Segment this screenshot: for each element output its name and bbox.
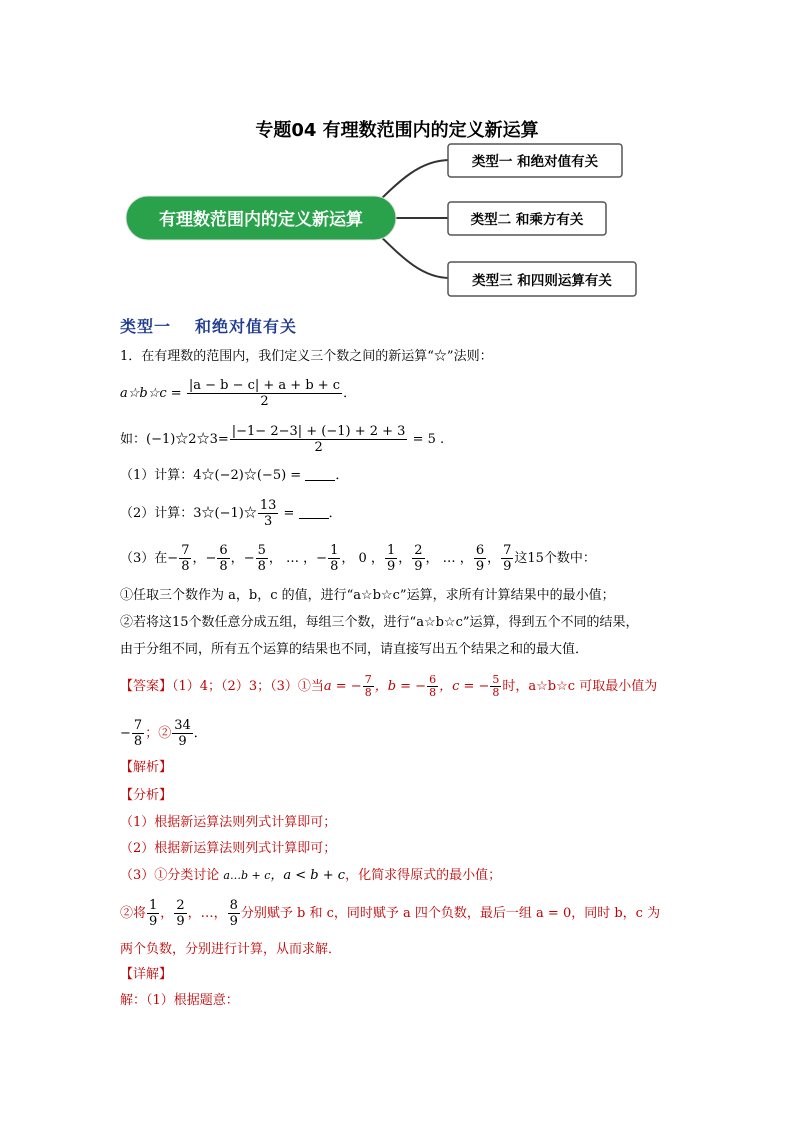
number-list-item: − $\frac{7}{8}$ — [167, 543, 190, 574]
answer-b-num: 6 — [429, 673, 437, 686]
mindmap-branch-1-label: 类型一 和绝对值有关 — [471, 154, 599, 170]
answer-end: ． — [193, 726, 207, 741]
detail-line-1: 解：（1）根据题意： — [120, 993, 239, 1008]
analysis-f2-den: 9 — [176, 914, 185, 929]
analysis-step-5: 两个负数，分别进行计算，从而求解． — [120, 942, 342, 957]
question-2-denominator: 3 — [263, 514, 273, 529]
example-line — [120, 424, 444, 455]
number-list-item: − $\frac{6}{8}$ — [205, 543, 228, 574]
analysis-step-4-prefix: ②将 — [120, 906, 147, 921]
answer-blank-2[interactable] — [299, 518, 329, 519]
question-2-text: （2）计算：3☆(−1)☆ — [120, 506, 257, 521]
number-list-item: … — [281, 551, 304, 566]
mindmap-branch-2-label: 类型二 和乘方有关 — [470, 212, 584, 228]
answer-line-1 — [120, 674, 657, 699]
answer-c-den: 8 — [492, 686, 500, 699]
number-list-item: $\frac{1}{9}$ — [386, 543, 396, 574]
analysis-step-3-prefix: （3）①分类讨论 — [120, 868, 224, 883]
number-list-item: $\frac{2}{9}$ — [414, 543, 423, 574]
answer-part-1: （1）4；（2）3；（3）①当 — [172, 679, 324, 694]
section-heading-topic: 和绝对值有关 — [195, 317, 298, 336]
mindmap-center-label: 有理数范围内的定义新运算 — [159, 210, 363, 230]
answer-max-num: 34 — [174, 718, 191, 733]
question-2-numerator: 13 — [259, 498, 277, 513]
problem-intro: 1．在有理数的范围内，我们定义三个数之间的新运算“☆”法则： — [120, 349, 493, 364]
number-list-item: − $\frac{5}{8}$ — [243, 543, 266, 574]
definition-lhs: a☆b☆c = — [120, 386, 186, 401]
number-list-item: … — [438, 551, 460, 566]
example-numerator: |−1− 2−3| + (−1) + 2 + 3 — [231, 424, 406, 439]
answer-min-num: 7 — [133, 718, 143, 733]
question-3-sub-2-line-1: ②若将这15个数任意分成五组，每组三个数，进行“a☆b☆c”运算，得到五个不同的结果， — [120, 615, 639, 630]
question-3-sub-1: ①任取三个数作为 a，b，c 的值，进行“a☆b☆c”运算，求所有计算结果中的最小值； — [120, 588, 615, 603]
answer-a-eq: a = − — [323, 679, 362, 694]
question-1-text: （1）计算：4☆(−2)☆(−5) = — [120, 468, 306, 483]
question-3-prefix: （3）在 — [120, 551, 168, 566]
question-3 — [120, 543, 596, 574]
answer-part-2: 时，a☆b☆c 可取最小值为 — [502, 679, 658, 694]
question-2-fraction — [258, 498, 279, 529]
question-3-number-list: − $\frac{7}{8}$ ，− $\frac{6}{8}$ ，− $\frac{5}{8}$ ， … ，− $\frac{1}{8}$ ， 0 ， $\frac{1}{9}$ ， $\frac{2}{9}$ ， … ， $\frac{6}{9}$ ， $\frac{7}{9}$ — [167, 551, 514, 566]
definition-numerator: |a − b − c| + a + b + c — [188, 378, 341, 393]
analysis-step-1: （1）根据新运算法则列式计算即可； — [120, 815, 337, 830]
analysis-step-4: ②将 $\frac{1}{9}$ ， $\frac{2}{9}$ ，…， $\frac{8}{9}$ 分别赋予 b 和 c，同时赋予 a 四个负数，最后一组 a = 0，同时 b，c 为 — [120, 898, 661, 929]
answer-a-den: 8 — [364, 686, 372, 699]
analysis-label: 【解析】 — [120, 760, 173, 775]
detail-label: 【详解】 — [120, 967, 173, 982]
analysis-step-4-suffix: 分别赋予 b 和 c，同时赋予 a 四个负数，最后一组 a = 0，同时 b，c 为 — [240, 906, 661, 921]
question-2: （2）计算：3☆(−1)☆ $\frac{13}{3}$ = ． — [120, 498, 342, 529]
number-list-item: $\frac{7}{9}$ — [503, 543, 512, 574]
definition-fraction — [187, 378, 342, 409]
definition-denominator: 2 — [260, 394, 269, 409]
section-heading-label: 类型一 — [120, 317, 172, 336]
answer-min-den: 8 — [133, 734, 143, 749]
example-result: = 5 . — [408, 432, 445, 447]
analysis-cond-1: a…b + c — [223, 869, 271, 882]
answer-c-eq: ，c = − — [439, 679, 490, 694]
section-heading — [120, 314, 297, 337]
analysis-cond-2: ，a < b + c — [270, 868, 346, 883]
page-title: 专题04 有理数范围内的定义新运算 — [255, 120, 539, 141]
answer-c-num: 5 — [492, 673, 500, 686]
analysis-f1-num: 1 — [149, 898, 158, 913]
analysis-f2-num: 2 — [176, 898, 185, 913]
definition-line: a☆b☆c = $\frac{|a - b - c| + a + b + c}{2}$ ． — [120, 378, 357, 409]
number-list-item: 0 — [354, 551, 371, 566]
analysis-dots: ，…， — [187, 906, 227, 921]
example-prefix: 如：(−1)☆2☆3= — [120, 432, 229, 447]
answer-part-3: ；② — [145, 726, 172, 741]
question-3-suffix: 这15个数中： — [514, 551, 596, 566]
answer-max-den: 9 — [178, 734, 187, 749]
analysis-sub-label: 【分析】 — [120, 788, 173, 803]
answer-min-sign: − — [120, 726, 131, 741]
answer-line-2 — [120, 718, 207, 749]
question-3-sub-2-line-2: 由于分组不同，所有五个运算的结果也不同，请直接写出五个结果之和的最大值． — [120, 642, 589, 657]
analysis-f1-den: 9 — [149, 914, 158, 929]
number-list-item: − $\frac{1}{8}$ — [316, 543, 339, 574]
answer-b-den: 8 — [429, 686, 437, 699]
mindmap-branch-3-label: 类型三 和四则运算有关 — [472, 273, 612, 289]
analysis-step-3 — [120, 866, 501, 886]
example-fraction — [230, 424, 408, 455]
answer-a-num: 7 — [364, 673, 372, 686]
question-1: （1）计算：4☆(−2)☆(−5) = ． — [120, 468, 349, 483]
answer-blank-1[interactable] — [305, 480, 335, 481]
example-denominator: 2 — [314, 440, 323, 455]
analysis-step-2: （2）根据新运算法则列式计算即可； — [120, 841, 337, 856]
analysis-step-3-suffix: ，化简求得原式的最小值； — [345, 868, 502, 883]
mind-map — [0, 140, 794, 310]
analysis-f3-num: 8 — [229, 898, 238, 913]
answer-label: 【答案】 — [120, 679, 173, 694]
number-list-item: $\frac{6}{9}$ — [475, 543, 485, 574]
analysis-f3-den: 9 — [229, 914, 238, 929]
answer-b-eq: ，b = − — [374, 679, 427, 694]
